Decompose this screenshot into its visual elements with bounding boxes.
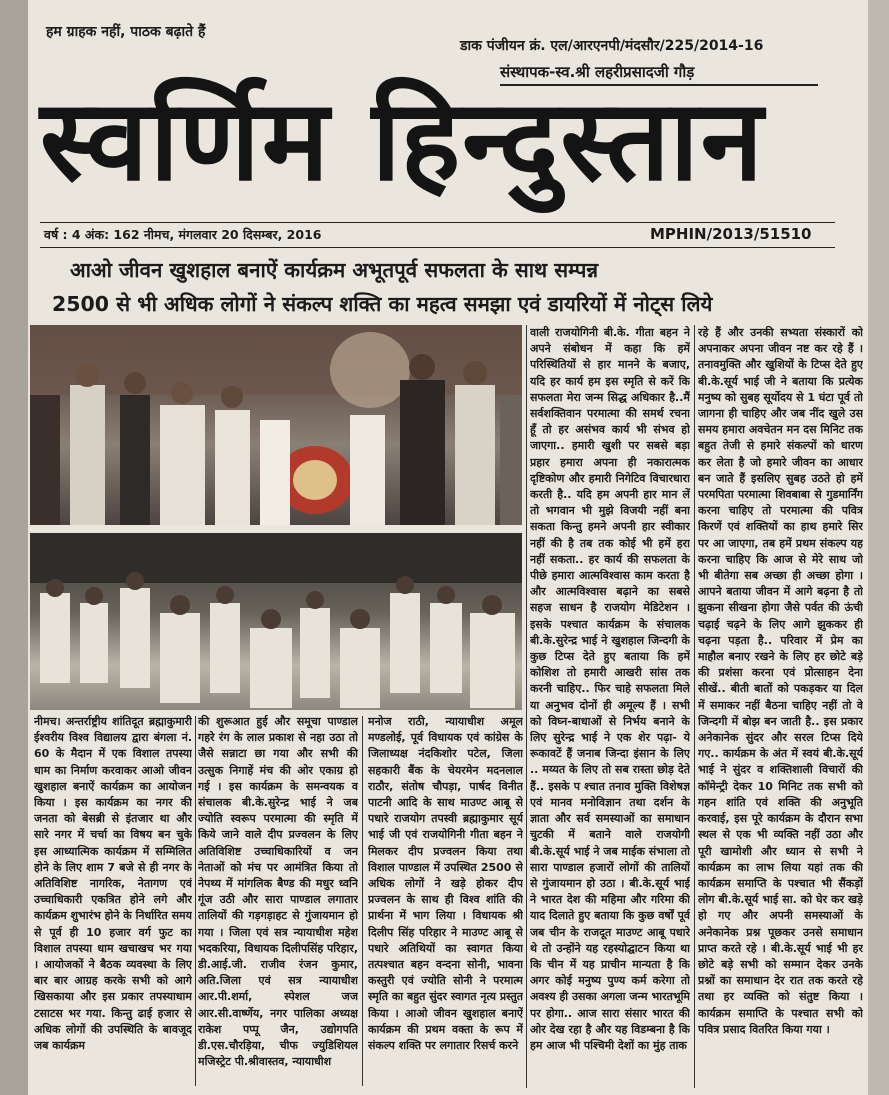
article-column-4: वाली राजयोगिनी बी.के. गीता बहन ने अपने संबोधन में कहा कि हमें परिस्थितियों से हार मानने के बजाए, यदि हर कार्य हम इस स्मृति से करें कि सफलता मेरा जन्म सिद्ध अधिकार है..मैं सर्वशक्तिवान परमात्मा की समर्थ रचना हूँ तो हर असंभव कार्य भी संभव हो जाएगा.. हमारी खुशी पर सबसे बड़ा प्रहार हमारा अपना ही नकारात्मक दृष्टिकोण और हमारी निगेटिव विचारधारा करती है.. यदि हम अपनी हार मान लें तो भगवान भी मुझे विजयी नहीं बना सकता किन्तु हमने अपनी हार स्वीकार नहीं की है तब तक कोई भी हमें हरा नहीं सकता.. हर कार्य की सफलता के पीछे हमारा आत्मविश्वास काम करता है और आत्मविश्वास बढ़ाने का सबसे सहज साधन है राजयोग मेडिटेशन । इसके पश्चात कार्यक्रम के संचालक बी.के.सुरेन्द्र भाई ने खुशहाल जिन्दगी के कुछ टिप्स देते हुए बताया कि हमें कोशिश तो हमारी आखरी सांस तक करनी चाहिए.. फिर चाहे सफलता मिले या अनुभव दोनों ही अमूल्य हैं । सभी को विघ्न-बाधाओं से निर्भय बनाने के लिए सुरेन्द्र भाई ने एक शेर पढ़ा- ये रूकावटें हैं जनाब जिन्दा इंसान के लिए .. मय्यत के लिए तो सब रास्ता छोड़ देते हैं.. इसके प श्चात तनाव मुक्ति विशेषज्ञ एवं मानव मनोविज्ञान तथा दर्शन के ज्ञाता और सर्व समस्याओं का समाधान चुटकी में बताने वाले राजयोगी बी.के.सूर्य भाई ने जब माईक संभाला तो सारा पाण्डाल हजारों लोगों की तालियों से गुंजायमान हो उठा । बी.के.सूर्य भाई ने भारत देश की महिमा और गरिमा की याद दिलाते हुए बताया कि कुछ वर्षों पूर्व जब चीन के राजदूत माउण्ट आबू पधारे थे तो उन्होंने यह रहस्योद्घाटन किया था कि चीन में यह प्राचीन मान्यता है कि अगर कोई मनुष्य पुण्य कर्म करेगा तो अवश्य ही उसका अगला जन्म भारतभूमि पर होगा.. आज सारा संसार भारत की ओर देख रहा है और यह विडम्बना है कि हम आज भी पश्चिमी देशों का मुंह ताक <box>530 326 690 1052</box>
postal-registration: डाक पंजीयन क्रं. एल/आरएनपी/मंदसौर/225/2014-16 <box>460 38 764 54</box>
issue-info: वर्ष : 4 अंक: 162 नीमच, मंगलवार 20 दिसम्बर, 2016 <box>44 227 322 242</box>
column-divider <box>195 716 196 1086</box>
scan-edge-right <box>868 0 889 1095</box>
article-column-2: की शुरूआत हुई और समूचा पाण्डाल गहरे रंग के लाल प्रकाश से नहा उठा तो जैसे सन्नाटा छा गया और सभी की उत्सुक निगाहें मंच की ओर एकाग्र हो गई । इस कार्यक्रम के समन्वयक व संचालक बी.के.सुरेन्द्र भाई ने जब ज्योति स्वरूप परमात्मा की स्मृति में किये जाने वाले दीप प्रज्वलन के लिए अतिविशिष्ट उच्चाधिकारियों व जन नेताओं को मंच पर आमंत्रित किया तो नेपथ्य में मांगलिक बैण्ड की मधुर ध्वनि गूंज उठी और सारा पाण्डाल लगातार तालियों की गड़गड़ाहट से गुंजायमान हो गया । जिला एवं सत्र न्यायाधीश महेश भदकरिया, विधायक दिलीपसिंह परिहार, डी.आई.जी. राजीव रंजन कुमार, अति.जिला एवं सत्र न्यायाधीश आर.पी.शर्मा, स्पेशल जज आर.सी.वार्ष्णेय, नगर पालिका अध्यक्ष राकेश पप्पू जैन, उद्योगपति डी.एस.चौरड़िया, चीफ ज्युडिशियल मजिस्ट्रेट पी.श्रीवास्तव, न्यायाधीश <box>198 715 358 1069</box>
masthead-title: स्वर्णिम हिन्दुस्तान <box>40 76 765 206</box>
column-divider <box>694 325 695 1088</box>
article-column-5: रहे हैं और उनकी सभ्यता संस्कारों को अपनाकर अपना जीवन नष्ट कर रहे हैं । तनावमुक्ति और खुशियों के टिप्स देते हुए बी.के.सूर्य भाई जी ने बताया कि प्रत्येक मनुष्य को सुबह सूर्योदय से 1 घंटा पूर्व तो जागना ही चाहिए और जब नींद खुले उस समय हमारा अवचेतन मन दस मिनिट तक बहुत तेजी से हमारे संकल्पों को धारण कर लेता है जो हमारे जीवन का आधार बन जाते हैं इसलिए सुबह उठते हो हमें परमपिता परमात्मा शिवबाबा से गुडमार्निंग करना चाहिए तो परमात्मा की पवित्र किरणें एवं शक्तियों का हाथ हमारे सिर पर आ जाएगा, तब हमें प्रथम संकल्प यह करना चाहिए कि आज से मेरे साथ जो भी बीतेगा सब अच्छा ही अच्छा होगा । आपने बताया जीवन में आगे बढ़ना है तो झुकना सीखना होगा जैसे पर्वत की ऊंची चढ़ाई चढ़ने के लिए आगे झुककर ही चढ़ना पड़ता है.. परिवार में प्रेम का माहौल बनाए रखने के लिए हर छोटे बड़े की प्रशंसा करना एवं प्रोत्साहन देना सीखें.. बीती बातों को पकड़कर या दिल में समाकर नहीं बैठना चाहिए नहीं तो वे जिन्दगी में बोझ बन जाती है.. इस प्रकार अनेकानेक सुंदर और सरल टिप्स दिये गए.. कार्यक्रम के अंत में स्वयं बी.के.सूर्य भाई ने सुंदर व शक्तिशाली विचारों की कॉमेन्ट्री देकर 10 मिनिट तक सभी को गहन शांति एवं शक्ति की अनुभूति करवाई, इस पूरे कार्यक्रम के दौरान सभा स्थल से एक भी व्यक्ति नहीं उठा और पूरी खामोशी और ध्यान से सभी ने कार्यक्रम का लाभ लिया यहां तक की कार्यक्रम समाप्ति के पश्चात भी सैंकड़ों लोग बी.के.सूर्य भाई सा. को घेर कर खड़े हो गए और अपनी समस्याओं के अनेकानेक प्रश्न पूछकर उनसे समाधान प्राप्त करते रहे । बी.के.सूर्य भाई भी हर छोटे बड़े सभी को सम्मान देकर उनके प्रश्नों का समाधान देर रात तक करते रहे तथा हर व्यक्ति को संतुष्ट किया । कार्यक्रम समाप्ति के पश्चात सभी को पवित्र प्रसाद वितरित किया गया । <box>698 326 863 1036</box>
tagline: हम ग्राहक नहीं, पाठक बढ़ाते हैं <box>46 24 206 40</box>
stage-lamp-lighting-photo <box>30 325 522 525</box>
headline-secondary: 2500 से भी अधिक लोगों ने संकल्प शक्ति का महत्व समझा एवं डायरियों में नोट्स लिये <box>52 292 713 316</box>
registration-number: MPHIN/2013/51510 <box>650 225 812 243</box>
founder-line: संस्थापक-स्व.श्री लहरीप्रसादजी गौड़ <box>500 63 695 81</box>
column-divider <box>362 716 363 1086</box>
column-divider <box>526 325 527 1088</box>
headline-primary: आओ जीवन खुशहाल बनाऐं कार्यक्रम अभूतपूर्व सफलता के साथ सम्पन्न <box>70 258 599 282</box>
article-column-1: नीमच। अन्तर्राष्ट्रीय शांतिदूत ब्रह्माकुमारी ईश्वरीय विश्व विद्यालय द्वारा बंगला नं. 60 के मैदान में एक विशाल तपस्या धाम का निर्माण करवाकर आओ जीवन खुशहाल बनाऐं कार्यक्रम का आयोजन किया । इस कार्यक्रम का नगर की जनता को बेसब्री से इंतजार था और सारे नगर में चर्चा का विषय बन चुके इस आध्यात्मिक कार्यक्रम में सम्मिलित होने के लिए शाम 7 बजे से ही नगर के अतिविशिष्ट नागरिक, नेतागण एवं उच्चाधिकारी एकत्रित होने लगे और कार्यक्रम शुभारंभ होने के निर्धारित समय से पूर्व ही 10 हजार वर्ग फुट का विशाल तपस्या धाम खचाखच भर गया । आयोजकों ने बैठक व्यवस्था के लिए बार बार आग्रह करके सभी को आगे खिसकाया और इस प्रकार तपस्याधाम टसाटस भर गया. किन्तु ढाई हजार से अधिक लोगों की उपस्थिति के बावजूद जब कार्यक्रम <box>34 715 192 1053</box>
article-column-3: मनोज राठी, न्यायाधीश अमूल मण्डलोई, पूर्व विधायक एवं कांग्रेस के जिलाध्यक्ष नंदकिशोर पटेल, जिला सहकारी बैंक के चेयरमेन मदनलाल राठौर, संतोष चौपड़ा, पार्षद विनीत पाटनी आदि के साथ माउण्ट आबू से पधारे राजयोग तपस्वी ब्रह्माकुमार सूर्य भाई जी एवं राजयोगिनी गीता बहन ने मिलकर दीप प्रज्वलन किया तथा विशाल पाण्डाल में उपस्थित 2500 से अधिक लोगों ने खड़े होकर दीप प्रज्वलन के साथ ही विश्व शांति की प्रार्थना में भाग लिया । विधायक श्री दिलीप सिंह परिहार ने माउण्ट आबू से पधारे अतिथियों का स्वागत किया तत्पश्चात बहन वन्दना सोनी, भावना कस्तुरी एवं ज्योति सोनी ने परमात्म स्मृति का बहुत सुंदर स्वागत नृत्य प्रस्तुत किया । आओ जीवन खुशहाल बनाऐं कार्यक्रम की प्रथम वक्ता के रूप में संकल्प शक्ति पर लगातार रिसर्च करने <box>368 715 523 1053</box>
audience-hall-photo <box>30 533 522 710</box>
scan-edge-left <box>0 0 28 1095</box>
